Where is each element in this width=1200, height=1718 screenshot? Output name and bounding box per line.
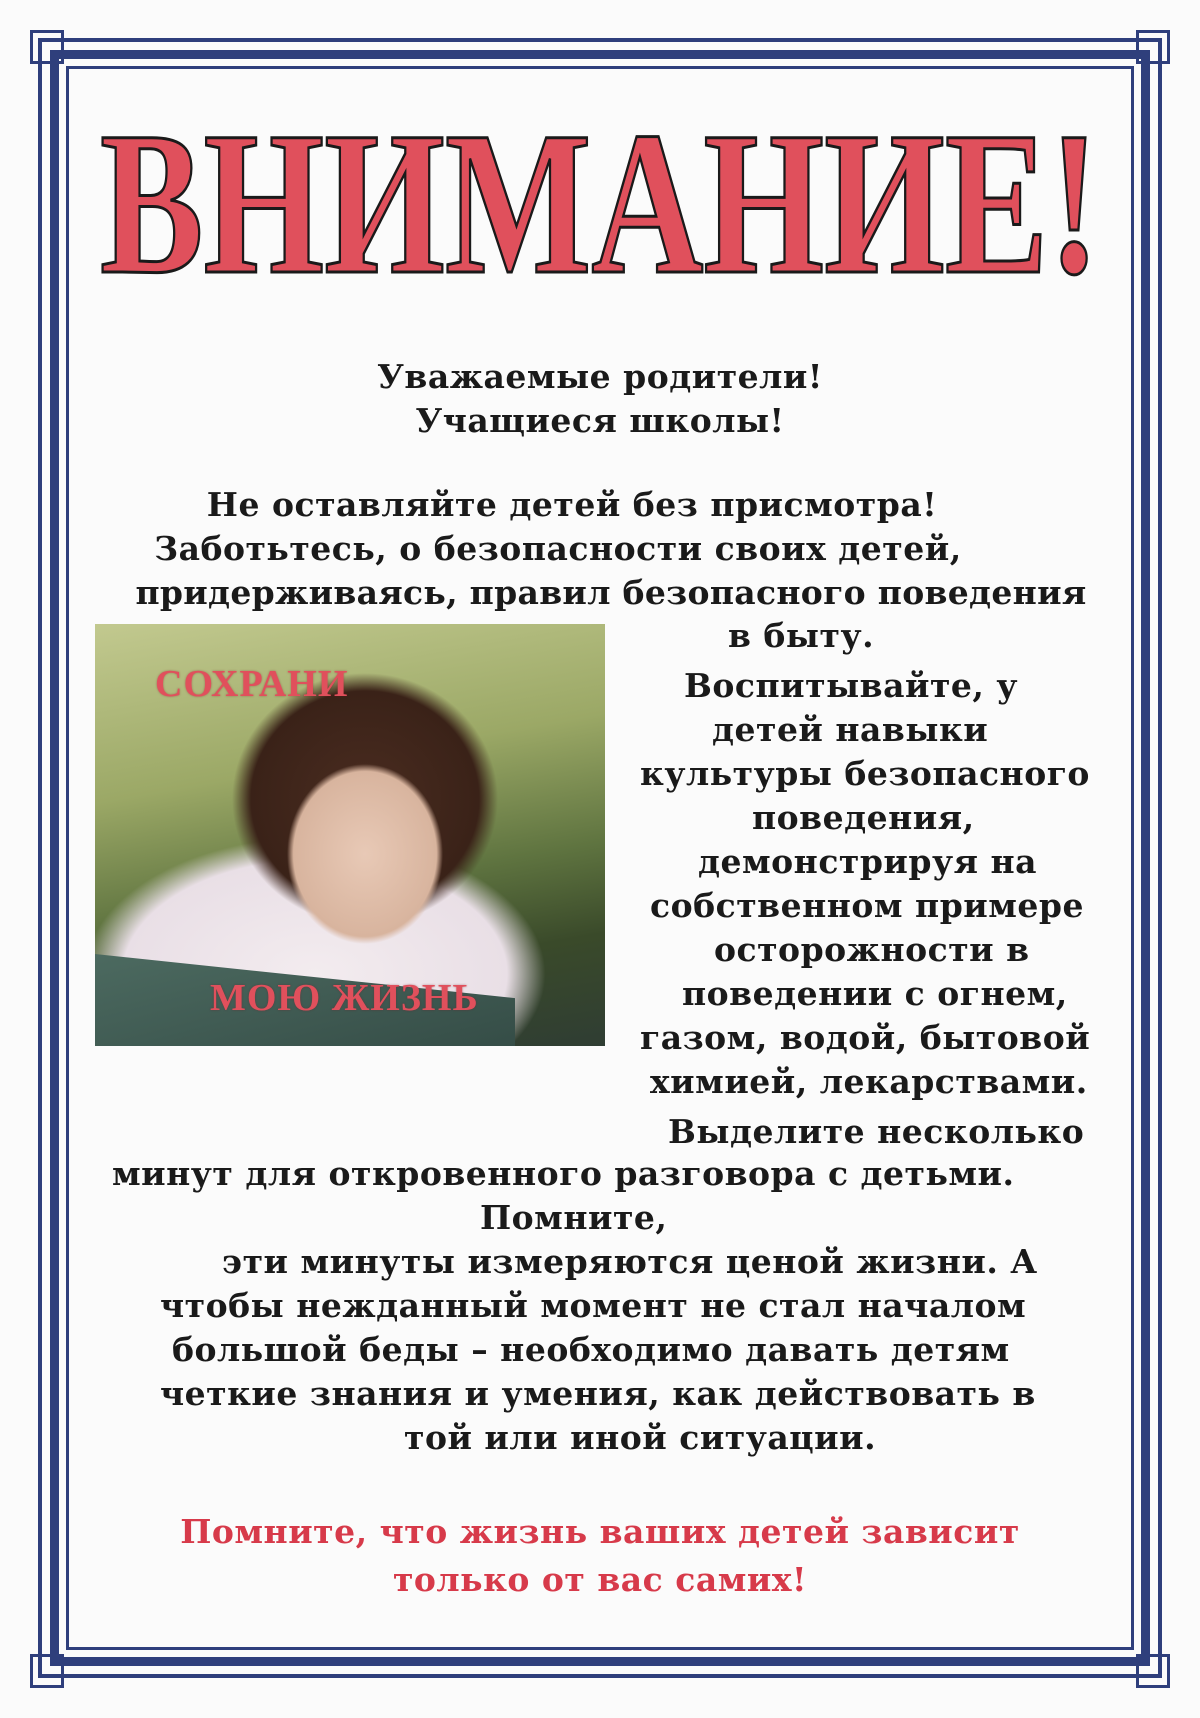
intro-line: придерживаясь, правил безопасного поведения — [135, 573, 1087, 612]
child-photo — [95, 624, 605, 1046]
right-column-line: поведении с огнем, — [682, 974, 1068, 1013]
photo-caption-top: СОХРАНИ — [155, 663, 349, 705]
right-column-line: поведения, — [752, 798, 975, 837]
body-line: четкие знания и умения, как действовать в — [160, 1374, 1036, 1413]
right-column-line: собственном примере — [650, 886, 1084, 925]
right-column-line: Выделите несколько — [668, 1112, 1085, 1151]
corner-ornament — [1136, 30, 1170, 64]
body-line: эти минуты измеряются ценой жизни. А — [222, 1242, 1038, 1281]
body-line: той или иной ситуации. — [404, 1418, 877, 1457]
right-column-line: культуры безопасного — [640, 754, 1090, 793]
greeting-students: Учащиеся школы! — [415, 401, 785, 440]
body-line: минут для откровенного разговора с детьми. — [112, 1154, 1015, 1193]
right-column-line: осторожности в — [714, 930, 1030, 969]
right-column-line: детей навыки — [712, 710, 989, 749]
body-line: чтобы нежданный момент не стал началом — [160, 1286, 1027, 1325]
greeting-parents: Уважаемые родители! — [377, 357, 823, 396]
corner-ornament — [30, 1654, 64, 1688]
right-column-line: химией, лекарствами. — [650, 1062, 1088, 1101]
body-line: Помните, — [480, 1198, 668, 1237]
right-column-line: газом, водой, бытовой — [640, 1018, 1091, 1057]
body-line: большой беды – необходимо давать детям — [172, 1330, 1010, 1369]
closing-line: Помните, что жизнь ваших детей зависит — [180, 1512, 1020, 1551]
corner-ornament — [30, 30, 64, 64]
intro-line: Не оставляйте детей без присмотра! — [206, 485, 938, 524]
title-text: ВНИМАНИЕ! — [100, 92, 1100, 302]
right-column-line: Воспитывайте, у — [684, 666, 1018, 705]
poster-title — [90, 92, 1110, 302]
photo-caption-bottom: МОЮ ЖИЗНЬ — [210, 977, 479, 1019]
intro-line: Заботьтесь, о безопасности своих детей, — [154, 529, 962, 568]
intro-line: в быту. — [728, 616, 875, 655]
right-column-line: демонстрируя на — [698, 842, 1038, 881]
corner-ornament — [1136, 1654, 1170, 1688]
closing-line: только от вас самих! — [392, 1560, 808, 1599]
